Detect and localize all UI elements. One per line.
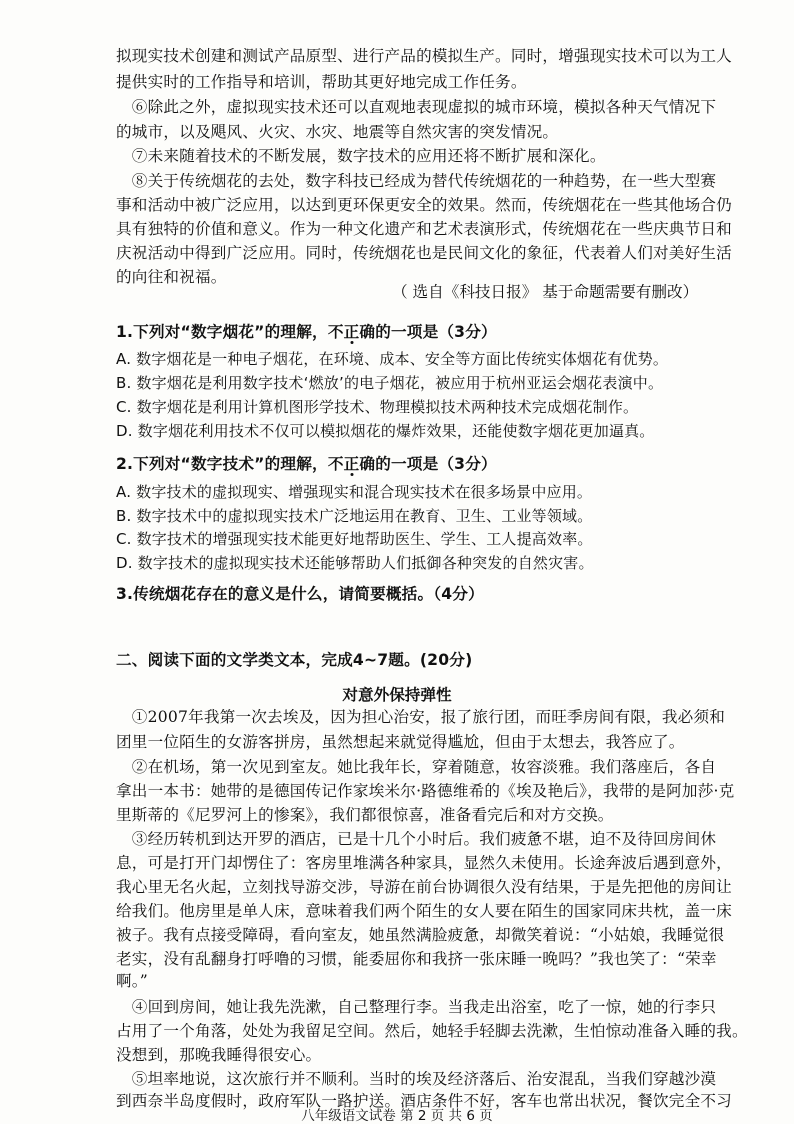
story-line: 被子。我有点接受障碍，看向室友，她虽然满脸疲惫，却微笑着说：“小姑娘，我睡觉很 bbox=[116, 926, 725, 944]
story-line: 啊。” bbox=[116, 972, 148, 990]
story-line: 团里一位陌生的女游客拼房，虽然想起来就觉得尴尬，但由于太想去，我答应了。 bbox=[116, 733, 685, 751]
question-1-emphasis: 不正确 bbox=[327, 323, 376, 341]
story-line: ③经历转机到达开罗的酒店，已是十几个小时后。我们疲惫不堪，迫不及待回房间休 bbox=[116, 830, 717, 848]
story-line: 占用了一个角落，处处为我留足空间。然后，她轻手轻脚去洗漱，生怕惊动准备入睡的我。 bbox=[116, 1022, 748, 1040]
question-2-option-d: D. 数字技术的虚拟现实技术还能够帮助人们抵御各种突发的自然灾害。 bbox=[116, 554, 594, 572]
question-1-option-b: B. 数字烟花是利用数字技术‘燃放’的电子烟花，被应用于杭州亚运会烟花表演中。 bbox=[116, 374, 664, 392]
passage1-line: 提供实时的工作指导和培训，帮助其更好地完成工作任务。 bbox=[116, 73, 527, 91]
question-3-stem: 3.传统烟花存在的意义是什么，请简要概括。（4分） bbox=[116, 585, 484, 603]
story-line: ⑤坦率地说，这次旅行并不顺利。当时的埃及经济落后、治安混乱，当我们穿越沙漠 bbox=[116, 1070, 717, 1088]
question-1-stem-tail: 的一项是（3分） bbox=[375, 323, 497, 341]
question-2-emphasis: 不正确 bbox=[327, 455, 376, 473]
passage1-line: ⑧关于传统烟花的去处，数字科技已经成为替代传统烟花的一种趋势，在一些大型赛 bbox=[116, 172, 717, 190]
passage1-line: 拟现实技术创建和测试产品原型、进行产品的模拟生产。同时，增强现实技术可以为工人 bbox=[116, 47, 732, 65]
story-line: 没想到，那晚我睡得很安心。 bbox=[116, 1046, 322, 1064]
passage1-line: ⑥除此之外，虚拟现实技术还可以直观地表现虚拟的城市环境，模拟各种天气情况下 bbox=[116, 98, 717, 116]
passage1-source: （ 选自《科技日报》 基于命题需要有删改） bbox=[392, 283, 699, 301]
question-2-stem-text: 2.下列对“数字技术”的理解， bbox=[116, 455, 328, 473]
question-1-stem-text: 1.下列对“数字烟花”的理解， bbox=[116, 323, 328, 341]
question-2-option-c: C. 数字技术的增强现实技术能更好地帮助医生、学生、工人提高效率。 bbox=[116, 530, 593, 548]
question-1-option-c: C. 数字烟花是利用计算机图形学技术、物理模拟技术两种技术完成烟花制作。 bbox=[116, 398, 639, 416]
passage1-line: 的向往和祝福。 bbox=[116, 268, 227, 286]
section-2-heading: 二、阅读下面的文学类文本，完成4~7题。(20分) bbox=[116, 651, 473, 669]
story-line: ①2007年我第一次去埃及，因为担心治安，报了旅行团，而旺季房间有限，我必须和 bbox=[116, 708, 726, 726]
passage1-line: ⑦未来随着技术的不断发展，数字技术的应用还将不断扩展和深化。 bbox=[116, 147, 606, 165]
question-2-option-b: B. 数字技术中的虚拟现实技术广泛地运用在教育、卫生、工业等领域。 bbox=[116, 507, 593, 525]
story-title: 对意外保持弹性 bbox=[342, 686, 452, 704]
story-line: 到西奈半岛度假时，政府军队一路护送。酒店条件不好，客车也常出状况，餐饮完全不习 bbox=[116, 1092, 732, 1110]
passage1-line: 庆祝活动中得到广泛应用。同时，传统烟花也是民间文化的象征，代表着人们对美好生活 bbox=[116, 244, 732, 262]
story-line: 我心里无名火起，立刻找导游交涉，导游在前台协调很久没有结果，于是先把他的房间让 bbox=[116, 878, 732, 896]
story-line: ②在机场，第一次见到室友。她比我年长，穿着随意，妆容淡雅。我们落座后，各自 bbox=[116, 758, 717, 776]
story-line: ④回到房间，她让我先洗漱，自己整理行李。当我走出浴室，吃了一惊，她的行李只 bbox=[116, 998, 717, 1016]
story-line: 拿出一本书：她带的是德国传记作家埃米尔·路德维希的《埃及艳后》，我带的是阿加莎·克 bbox=[116, 782, 735, 800]
question-2-stem bbox=[116, 452, 756, 476]
story-line: 老实，没有乱翻身打呼噜的习惯，能委屈你和我挤一张床睡一晚吗？”我也笑了：“荣幸 bbox=[116, 950, 717, 968]
passage1-line: 具有独特的价值和意义。作为一种文化遗产和艺术表演形式，传统烟花在一些庆典节日和 bbox=[116, 220, 732, 238]
page-footer: 八年级语文试卷 第 2 页 共 6 页 bbox=[301, 1108, 493, 1124]
question-2-stem-tail: 的一项是（3分） bbox=[375, 455, 497, 473]
passage1-line: 事和活动中被广泛应用，以达到更环保更安全的效果。然而，传统烟花在一些其他场合仍 bbox=[116, 196, 732, 214]
story-line: 息，可是打开门却愣住了：客房里堆满各种家具，显然久未使用。长途奔波后遇到意外， bbox=[116, 854, 732, 872]
question-1-stem bbox=[116, 320, 756, 344]
question-1-option-a: A. 数字烟花是一种电子烟花，在环境、成本、安全等方面比传统实体烟花有优势。 bbox=[116, 350, 669, 368]
story-line: 给我们。他房里是单人床，意味着我们两个陌生的女人要在陌生的国家同床共枕，盖一床 bbox=[116, 902, 732, 920]
passage1-line: 的城市，以及飓风、火灾、水灾、地震等自然灾害的突发情况。 bbox=[116, 123, 559, 141]
question-1-option-d: D. 数字烟花利用技术不仅可以模拟烟花的爆炸效果，还能使数字烟花更加逼真。 bbox=[116, 422, 655, 440]
question-2-option-a: A. 数字技术的虚拟现实、增强现实和混合现实技术在很多场景中应用。 bbox=[116, 483, 593, 501]
story-line: 里斯蒂的《尼罗河上的惨案》，我们都很惊喜，准备看完后和对方交换。 bbox=[116, 806, 614, 824]
